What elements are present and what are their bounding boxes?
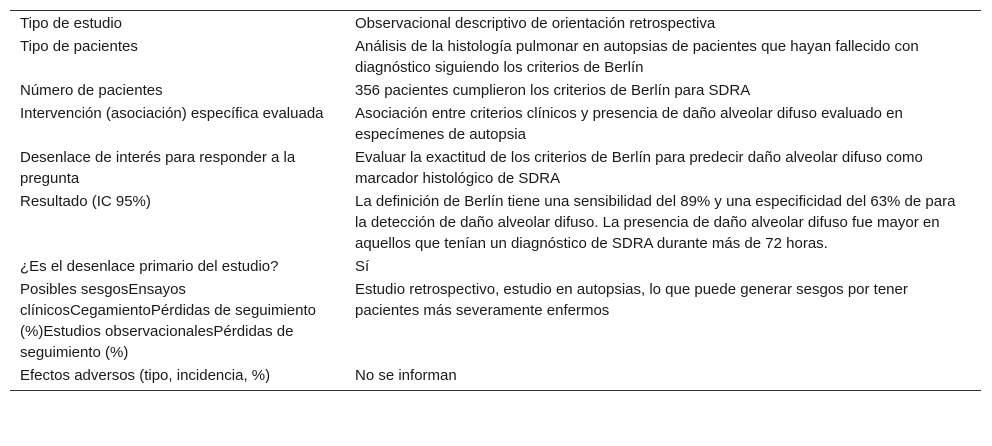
row-label: Efectos adversos (tipo, incidencia, %) [20, 367, 271, 384]
study-summary-table [10, 11, 981, 390]
row-label: Intervención (asociación) específica evaluada [20, 105, 324, 122]
table-row [10, 80, 981, 103]
study-summary-table-container [10, 10, 981, 391]
row-value: 356 pacientes cumplieron los criterios de Berlín para SDRA [355, 82, 751, 99]
row-label: Desenlace de interés para responder a la pregunta [20, 149, 296, 187]
row-label: ¿Es el desenlace primario del estudio? [20, 258, 279, 275]
table-row [10, 191, 981, 256]
table-row [10, 279, 981, 365]
row-label: Posibles sesgosEnsayos clínicosCegamientoPérdidas de seguimiento (%)Estudios observacionalesPérdidas de seguimiento (%) [20, 281, 317, 361]
table-row [10, 36, 981, 80]
row-label: Resultado (IC 95%) [20, 193, 151, 210]
row-value: Sí [355, 258, 370, 275]
table-row [10, 11, 981, 36]
row-value: Estudio retrospectivo, estudio en autopsias, lo que puede generar sesgos por tener pacientes más severamente enfermos [355, 281, 908, 319]
row-value: La definición de Berlín tiene una sensibilidad del 89% y una especificidad del 63% de para la detección de daño alveolar difuso. La presencia de daño alveolar difuso fue mayor en aquellos que tenían un diagnóstico de SDRA durante más de 72 horas. [355, 193, 956, 252]
table-row [10, 103, 981, 147]
table-row [10, 365, 981, 390]
row-value: Análisis de la histología pulmonar en autopsias de pacientes que hayan fallecido con diagnóstico siguiendo los criterios de Berlín [355, 38, 919, 76]
row-value: No se informan [355, 367, 457, 384]
table-row [10, 147, 981, 191]
row-value: Evaluar la exactitud de los criterios de Berlín para predecir daño alveolar difuso como marcador histológico de SDRA [355, 149, 923, 187]
row-label: Tipo de pacientes [20, 38, 138, 55]
table-row [10, 256, 981, 279]
row-value: Observacional descriptivo de orientación retrospectiva [355, 15, 716, 32]
row-label: Tipo de estudio [20, 15, 123, 32]
row-label: Número de pacientes [20, 82, 163, 99]
row-value: Asociación entre criterios clínicos y presencia de daño alveolar difuso evaluado en especímenes de autopsia [355, 105, 903, 143]
